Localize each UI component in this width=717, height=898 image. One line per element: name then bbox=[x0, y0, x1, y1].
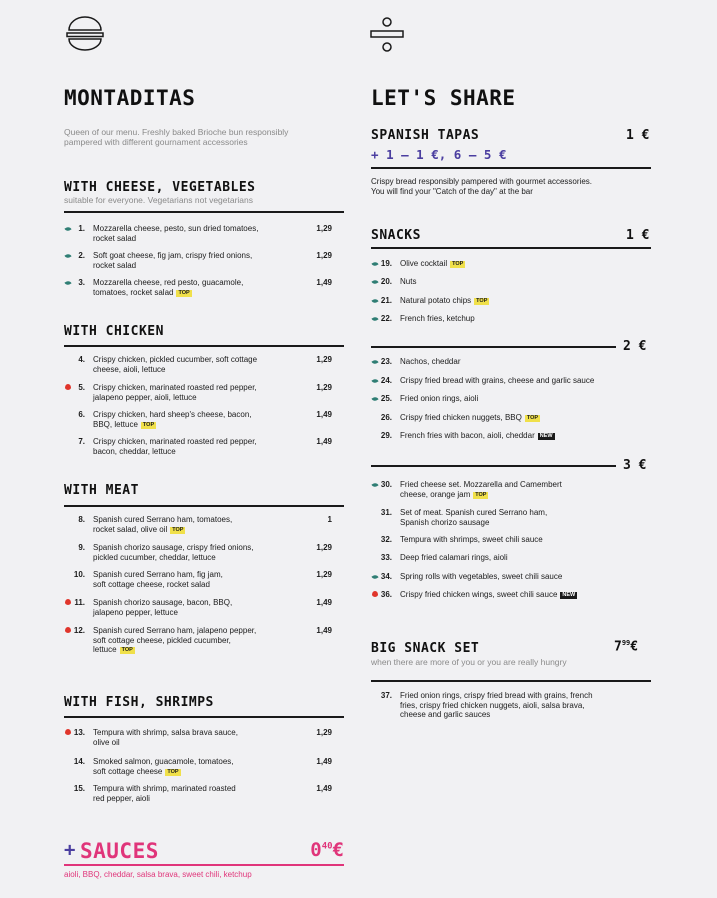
list-item bbox=[64, 437, 332, 465]
item-description bbox=[400, 480, 562, 499]
item-number: 29. bbox=[380, 431, 392, 440]
item-line-2 bbox=[93, 261, 252, 271]
list-item bbox=[371, 357, 651, 369]
list-item bbox=[64, 383, 332, 411]
new-badge: NEW bbox=[562, 592, 576, 598]
item-line-2 bbox=[400, 490, 562, 500]
item-description bbox=[93, 515, 232, 534]
item-number: 37. bbox=[380, 691, 392, 700]
item-description bbox=[400, 357, 460, 367]
item-description bbox=[93, 626, 256, 655]
item-description bbox=[93, 224, 258, 243]
item-description bbox=[93, 728, 238, 747]
item-text: Deep fried calamari rings, aioli bbox=[400, 553, 508, 562]
item-description bbox=[400, 413, 540, 423]
item-line-1: Set of meat. Spanish cured Serrano ham, bbox=[400, 508, 548, 517]
list-item bbox=[371, 691, 651, 721]
item-description bbox=[400, 376, 594, 386]
big-snack-rule bbox=[371, 680, 651, 682]
tapas-deal-plus-icon: + bbox=[371, 147, 379, 162]
item-text: Natural potato chips bbox=[400, 296, 472, 305]
item-line-2-text: cheese, aioli, lettuce bbox=[93, 364, 166, 374]
item-line-2-text: soft cottage cheese, rocket salad bbox=[93, 579, 210, 589]
item-price: 1,29 bbox=[316, 251, 332, 260]
item-price: 1,49 bbox=[316, 626, 332, 635]
list-item bbox=[64, 355, 332, 383]
item-text: Nachos, cheddar bbox=[400, 357, 461, 366]
item-description bbox=[93, 410, 252, 429]
item-number: 6. bbox=[78, 410, 85, 419]
item-number: 20. bbox=[380, 277, 392, 286]
snacks-rule bbox=[371, 247, 651, 249]
list-item bbox=[64, 757, 332, 785]
item-line-2-text: Spanish chorizo sausage bbox=[400, 517, 490, 527]
top-badge: TOP bbox=[121, 647, 133, 653]
top-badge: TOP bbox=[172, 526, 184, 533]
list-item bbox=[371, 259, 651, 271]
item-line-2 bbox=[93, 608, 232, 618]
item-line-2 bbox=[93, 580, 223, 590]
list-item bbox=[371, 413, 651, 425]
item-price: 1 bbox=[327, 515, 332, 524]
item-line-2 bbox=[93, 365, 257, 375]
item-price: 1,29 bbox=[316, 570, 332, 579]
tapas-deal bbox=[371, 147, 506, 162]
list-item bbox=[371, 590, 651, 602]
item-description bbox=[400, 277, 416, 287]
top-badge: TOP bbox=[476, 298, 488, 304]
item-line-2 bbox=[93, 738, 238, 748]
item-line-1: Crispy chicken, pickled cucumber, soft cottage bbox=[93, 355, 258, 364]
list-item bbox=[64, 278, 332, 306]
item-number: 22. bbox=[380, 314, 392, 323]
section-rule bbox=[64, 716, 344, 718]
item-description bbox=[93, 543, 254, 562]
sauces-plus-icon: + bbox=[64, 839, 76, 861]
item-text: Tempura with shrimps, sweet chili sauce bbox=[400, 535, 543, 544]
item-price: 1,49 bbox=[316, 410, 332, 419]
item-number: 10. bbox=[73, 570, 85, 579]
item-line-2 bbox=[93, 525, 232, 535]
section-rule bbox=[64, 345, 344, 347]
item-number: 9. bbox=[78, 543, 85, 552]
item-line-2-text: BBQ, lettuce bbox=[93, 419, 138, 429]
tapas-rule bbox=[371, 167, 651, 169]
item-line-1: Smoked salmon, guacamole, tomatoes, bbox=[93, 757, 234, 766]
big-snack-price-main: 7 bbox=[614, 639, 622, 655]
item-line-2 bbox=[93, 393, 257, 403]
item-line-2: fries, crispy fried chicken nuggets, aioli, salsa brava, bbox=[400, 700, 585, 710]
item-description bbox=[400, 259, 465, 269]
item-line-2-text: red pepper, aioli bbox=[93, 793, 150, 803]
item-number: 26. bbox=[380, 413, 392, 422]
item-description bbox=[93, 251, 252, 270]
item-line-2-text: jalapeno pepper, aioli, lettuce bbox=[93, 392, 197, 402]
item-line-2 bbox=[93, 420, 252, 430]
big-snack-set-price bbox=[614, 639, 638, 654]
item-line-1: Mozzarella cheese, red pesto, guacamole, bbox=[93, 278, 244, 287]
sauces-list: aioli, BBQ, cheddar, salsa brava, sweet chili, ketchup bbox=[64, 870, 252, 879]
list-item bbox=[371, 553, 651, 565]
item-description bbox=[93, 355, 257, 374]
tapas-deal-text: 1 – 1 €, 6 – 5 € bbox=[386, 147, 507, 162]
item-description bbox=[400, 535, 543, 545]
item-number: 24. bbox=[380, 376, 392, 385]
list-item bbox=[64, 515, 332, 543]
item-description bbox=[93, 598, 232, 617]
item-line-2-text: tomatoes, rocket salad bbox=[93, 287, 174, 297]
item-line-2 bbox=[93, 553, 254, 563]
item-text: Olive cocktail bbox=[400, 259, 448, 268]
item-text: Fried onion rings, aioli bbox=[400, 394, 479, 403]
item-line-1: Spanish cured Serrano ham, fig jam, bbox=[93, 570, 223, 579]
item-line-2-text: bacon, cheddar, lettuce bbox=[93, 446, 176, 456]
item-number: 4. bbox=[78, 355, 85, 364]
item-number: 12. bbox=[73, 626, 85, 635]
big-snack-price-currency: € bbox=[630, 639, 639, 655]
item-text: French fries, ketchup bbox=[400, 314, 475, 323]
item-description bbox=[400, 314, 475, 324]
sauces-price-currency: € bbox=[332, 839, 344, 861]
list-item bbox=[64, 784, 332, 812]
item-line-1: Tempura with shrimp, salsa brava sauce, bbox=[93, 728, 238, 737]
montaditas-title: MONTADITAS bbox=[64, 86, 196, 110]
item-number: 31. bbox=[380, 508, 392, 517]
item-number: 32. bbox=[380, 535, 392, 544]
item-number: 36. bbox=[380, 590, 392, 599]
list-item bbox=[371, 572, 651, 584]
item-line-2 bbox=[93, 447, 257, 457]
list-item bbox=[64, 598, 332, 626]
item-price: 1,49 bbox=[316, 437, 332, 446]
item-line-3 bbox=[93, 645, 256, 655]
list-item bbox=[371, 480, 651, 502]
list-item bbox=[371, 314, 651, 326]
item-number: 13. bbox=[73, 728, 85, 737]
item-line-2-text: soft cottage cheese, pickled cucumber, bbox=[93, 635, 231, 645]
section-rule bbox=[64, 211, 344, 213]
item-line-2-text: cheese, orange jam bbox=[400, 489, 471, 499]
item-number: 30. bbox=[380, 480, 392, 489]
list-item bbox=[64, 224, 332, 252]
tier3-price: 3 € bbox=[623, 458, 647, 473]
item-text: French fries with bacon, aioli, cheddar bbox=[400, 431, 535, 440]
item-description bbox=[93, 437, 257, 456]
item-description bbox=[93, 784, 236, 803]
item-text: Crispy fried chicken wings, sweet chili sauce bbox=[400, 590, 558, 599]
item-line-3: cheese and garlic sauces bbox=[400, 710, 491, 719]
item-description bbox=[400, 691, 593, 720]
item-text: Spring rolls with vegetables, sweet chili sauce bbox=[400, 572, 563, 581]
item-description bbox=[400, 431, 555, 441]
item-line-1: Fried cheese set. Mozzarella and Camembert bbox=[400, 480, 562, 489]
list-item bbox=[64, 543, 332, 571]
item-price: 1,49 bbox=[316, 278, 332, 287]
section-subtitle: suitable for everyone. Vegetarians not vegetarians bbox=[64, 195, 254, 205]
item-text: Crispy fried bread with grains, cheese and garlic sauce bbox=[400, 376, 595, 385]
item-line-2 bbox=[93, 288, 243, 298]
item-line-2 bbox=[93, 794, 236, 804]
big-snack-set-subtitle: when there are more of you or you are really hungry bbox=[371, 657, 567, 667]
item-price: 1,29 bbox=[316, 728, 332, 737]
item-line-2-text: olive oil bbox=[93, 737, 120, 747]
item-line-1: Spanish cured Serrano ham, jalapeno pepper, bbox=[93, 626, 257, 635]
item-line-2-text: pickled cucumber, cheddar, lettuce bbox=[93, 552, 216, 562]
list-item bbox=[371, 431, 651, 443]
tapas-description-line-1: Crispy bread responsibly pampered with gourmet accessories. bbox=[371, 177, 592, 186]
list-item bbox=[371, 296, 651, 308]
item-description bbox=[93, 383, 257, 402]
item-description bbox=[400, 572, 562, 582]
item-line-2 bbox=[93, 636, 256, 646]
item-line-1: Spanish chorizo sausage, crispy fried onions, bbox=[93, 543, 254, 552]
list-item bbox=[64, 251, 332, 279]
item-line-1: Crispy chicken, marinated roasted red pepper, bbox=[93, 383, 257, 392]
sauces-title: SAUCES bbox=[80, 839, 159, 863]
item-description bbox=[400, 553, 508, 563]
section-rule bbox=[64, 505, 344, 507]
item-line-2 bbox=[400, 518, 547, 528]
item-description bbox=[400, 590, 577, 600]
big-snack-set-heading: BIG SNACK SET bbox=[371, 641, 480, 656]
item-line-1: Tempura with shrimp, marinated roasted bbox=[93, 784, 236, 793]
item-number: 3. bbox=[78, 278, 85, 287]
tier2-price: 2 € bbox=[623, 339, 647, 354]
tier3-rule bbox=[371, 465, 616, 467]
section-heading: WITH FISH, SHRIMPS bbox=[64, 695, 214, 710]
item-description bbox=[93, 757, 234, 776]
item-description bbox=[93, 570, 223, 589]
spanish-tapas-heading: SPANISH TAPAS bbox=[371, 128, 480, 143]
top-badge: TOP bbox=[526, 415, 539, 421]
list-item bbox=[371, 277, 651, 289]
item-price: 1,29 bbox=[316, 383, 332, 392]
item-line-1: Mozzarella cheese, pesto, sun dried tomatoes, bbox=[93, 224, 259, 233]
new-badge: NEW bbox=[539, 433, 553, 439]
item-number: 14. bbox=[73, 757, 85, 766]
item-number: 21. bbox=[380, 296, 392, 305]
spanish-tapas-price: 1 € bbox=[626, 128, 650, 143]
item-text: Nuts bbox=[400, 277, 417, 286]
divide-icon bbox=[370, 16, 406, 54]
burger-icon bbox=[66, 16, 104, 52]
item-price: 1,29 bbox=[316, 543, 332, 552]
list-item bbox=[371, 376, 651, 388]
top-badge: TOP bbox=[178, 289, 190, 296]
top-badge: TOP bbox=[167, 768, 179, 775]
item-line-1: Crispy chicken, hard sheep's cheese, bacon, bbox=[93, 410, 252, 419]
item-number: 33. bbox=[380, 553, 392, 562]
snacks-price: 1 € bbox=[626, 228, 650, 243]
item-line-1: Crispy chicken, marinated roasted red pepper, bbox=[93, 437, 257, 446]
item-line-1: Spanish cured Serrano ham, tomatoes, bbox=[93, 515, 233, 524]
snacks-heading: SNACKS bbox=[371, 228, 421, 243]
item-line-3-text: lettuce bbox=[93, 645, 117, 654]
item-line-2-text: soft cottage cheese bbox=[93, 766, 163, 776]
sauces-price-sup: 40 bbox=[321, 841, 333, 852]
item-price: 1,49 bbox=[316, 784, 332, 793]
item-line-1: Fried onion rings, crispy fried bread with grains, french bbox=[400, 691, 593, 700]
section-heading: WITH CHEESE, VEGETABLES bbox=[64, 180, 256, 195]
item-text: Crispy fried chicken nuggets, BBQ bbox=[400, 413, 522, 422]
item-number: 8. bbox=[78, 515, 85, 524]
item-line-1: Soft goat cheese, fig jam, crispy fried onions, bbox=[93, 251, 253, 260]
item-number: 19. bbox=[380, 259, 392, 268]
item-price: 1,29 bbox=[316, 355, 332, 364]
list-item bbox=[371, 535, 651, 547]
list-item bbox=[64, 728, 332, 756]
tapas-description bbox=[371, 177, 592, 196]
item-line-2-text: rocket salad, olive oil bbox=[93, 524, 168, 534]
top-badge: TOP bbox=[142, 421, 155, 428]
item-number: 5. bbox=[78, 383, 85, 392]
item-line-2-text: jalapeno pepper, lettuce bbox=[93, 607, 178, 617]
item-number: 11. bbox=[74, 598, 85, 607]
item-description bbox=[400, 508, 547, 527]
item-number: 34. bbox=[380, 572, 392, 581]
list-item bbox=[64, 410, 332, 438]
item-number: 1. bbox=[78, 224, 85, 233]
item-number: 25. bbox=[380, 394, 392, 403]
montaditas-intro-line-1: Queen of our menu. Freshly baked Brioche bun responsibly bbox=[64, 127, 289, 137]
item-description bbox=[400, 296, 489, 306]
list-item bbox=[371, 394, 651, 406]
item-line-1: Spanish chorizo sausage, bacon, BBQ, bbox=[93, 598, 233, 607]
montaditas-intro-line-2: pampered with different gournament accessories bbox=[64, 137, 248, 147]
item-number: 2. bbox=[78, 251, 85, 260]
list-item bbox=[371, 508, 651, 530]
list-item bbox=[64, 626, 332, 654]
list-item bbox=[64, 570, 332, 598]
sauces-price-main: 0 bbox=[310, 839, 322, 861]
item-line-2-text: rocket salad bbox=[93, 260, 137, 270]
item-price: 1,49 bbox=[316, 598, 332, 607]
tapas-description-line-2: You will find your "Catch of the day" at the bar bbox=[371, 186, 533, 196]
tier2-rule bbox=[371, 346, 616, 348]
big-snack-price-sup: 99 bbox=[621, 639, 631, 647]
section-heading: WITH CHICKEN bbox=[64, 324, 164, 339]
item-description bbox=[93, 278, 243, 297]
lets-share-title: LET'S SHARE bbox=[371, 86, 516, 110]
section-heading: WITH MEAT bbox=[64, 483, 139, 498]
item-line-2 bbox=[93, 234, 258, 244]
top-badge: TOP bbox=[452, 261, 464, 267]
item-number: 7. bbox=[78, 437, 85, 446]
item-line-2 bbox=[93, 767, 234, 777]
item-description bbox=[400, 394, 478, 404]
sauces-rule bbox=[64, 864, 344, 866]
sauces-price bbox=[310, 839, 344, 861]
item-price: 1,49 bbox=[316, 757, 332, 766]
item-number: 15. bbox=[73, 784, 85, 793]
item-number: 23. bbox=[380, 357, 392, 366]
item-price: 1,29 bbox=[316, 224, 332, 233]
item-line-2-text: rocket salad bbox=[93, 233, 137, 243]
top-badge: TOP bbox=[475, 491, 487, 498]
